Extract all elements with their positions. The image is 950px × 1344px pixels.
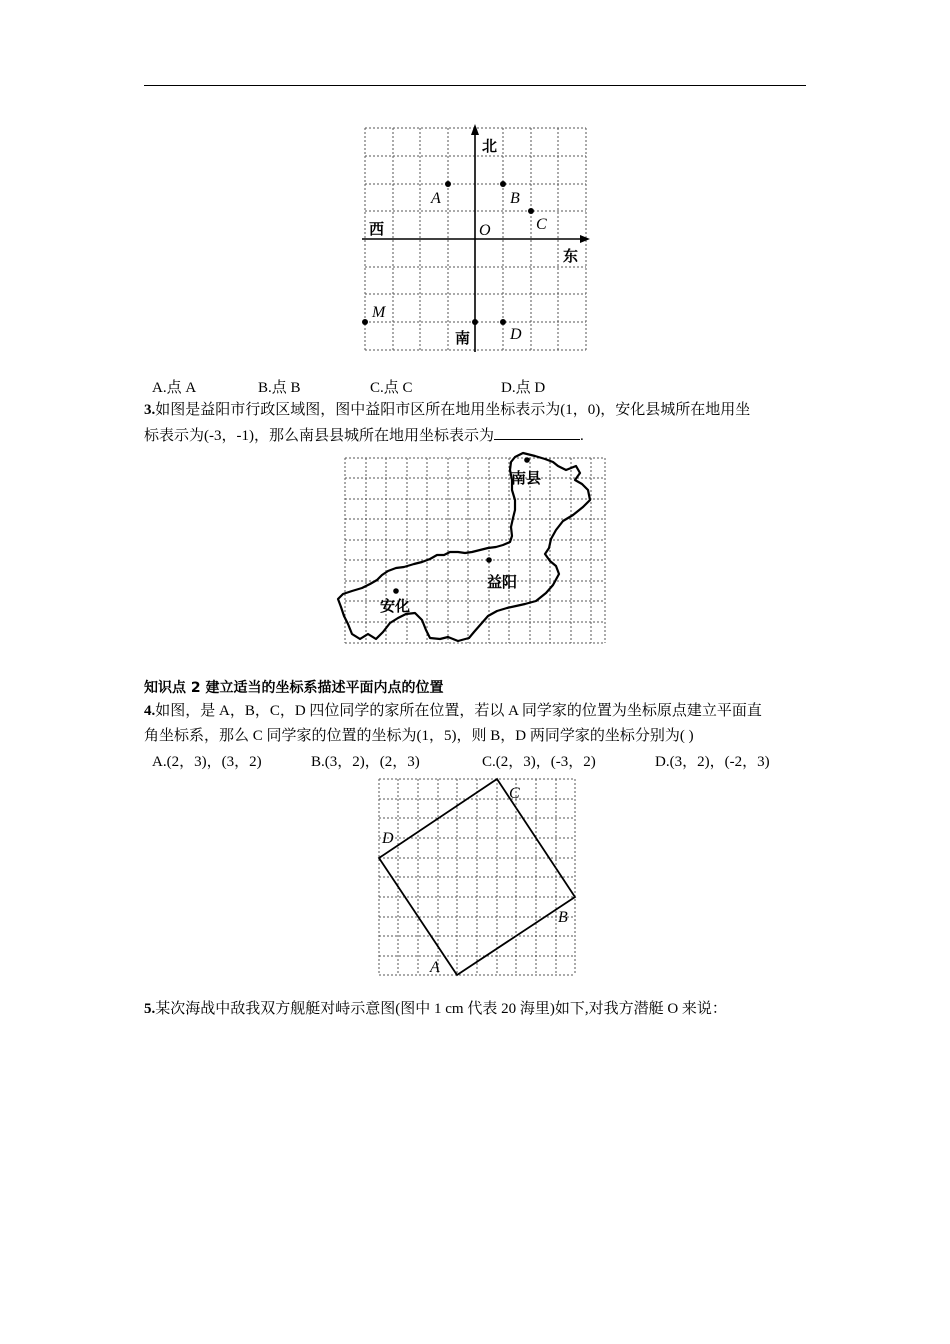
q3-answer-blank[interactable] bbox=[494, 425, 580, 440]
label-a: A bbox=[431, 190, 441, 207]
q2-option-d[interactable]: D.点 D bbox=[501, 380, 546, 396]
q5-number: 5. bbox=[144, 1001, 156, 1017]
label-a: A bbox=[430, 959, 440, 976]
label-c: C bbox=[536, 216, 547, 233]
point-c-dot bbox=[528, 208, 534, 214]
header-rule bbox=[144, 85, 806, 86]
label-m: M bbox=[372, 304, 386, 321]
q4-text-line1: 如图，是 A，B，C，D 四位同学的家所在位置，若以 A 同学家的位置为坐标原点建立平面直 bbox=[155, 703, 762, 719]
q4-text-line2: 角坐标系，那么 C 同学家的位置的坐标为(1，5)，则 B，D 两同学家的坐标分别为( ) bbox=[144, 728, 694, 744]
label-anhua: 安化 bbox=[380, 597, 411, 615]
label-yiyang: 益阳 bbox=[487, 573, 518, 591]
label-east: 东 bbox=[563, 247, 579, 265]
yiyang-dot bbox=[486, 557, 492, 563]
label-north: 北 bbox=[482, 137, 498, 155]
figure-compass-grid bbox=[355, 120, 600, 360]
q4-option-c[interactable]: C.(2，3)，(-3，2) bbox=[482, 754, 596, 770]
point-a-dot bbox=[445, 181, 451, 187]
section-heading: 知识点 2 建立适当的坐标系描述平面内点的位置 bbox=[144, 680, 444, 696]
q3-text-end: . bbox=[579, 428, 584, 444]
x-axis-arrow bbox=[580, 235, 590, 243]
point-south-dot bbox=[472, 319, 478, 325]
q4-option-b[interactable]: B.(3，2)，(2，3) bbox=[311, 754, 420, 770]
q3-number: 3. bbox=[144, 402, 156, 418]
label-south: 南 bbox=[455, 329, 471, 347]
q3-line2 bbox=[144, 423, 584, 449]
q4-line1 bbox=[144, 698, 762, 724]
figure-yiyang-map bbox=[335, 450, 610, 650]
q3-line1 bbox=[144, 397, 750, 423]
q2-option-b[interactable]: B.点 B bbox=[258, 380, 301, 396]
q5-line bbox=[144, 996, 727, 1022]
point-m-dot bbox=[362, 319, 368, 325]
nanxian-dot bbox=[524, 457, 530, 463]
anhua-dot bbox=[393, 588, 399, 594]
label-d: D bbox=[382, 830, 394, 847]
label-c: C bbox=[509, 785, 520, 802]
q3-text-line2: 标表示为(-3，-1)，那么南县县城所在地用坐标表示为 bbox=[144, 428, 494, 444]
q3-text-line1: 如图是益阳市行政区域图，图中益阳市区所在地用坐标表示为(1，0)，安化县城所在地用坐 bbox=[155, 402, 751, 418]
q2-option-a[interactable]: A.点 A bbox=[152, 380, 197, 396]
label-b: B bbox=[558, 909, 568, 926]
label-b: B bbox=[510, 190, 520, 207]
figure-square-grid bbox=[370, 772, 585, 982]
point-d-dot bbox=[500, 319, 506, 325]
q4-option-d[interactable]: D.(3，2)，(-2，3) bbox=[655, 754, 770, 770]
label-west: 西 bbox=[369, 220, 385, 238]
q4-number: 4. bbox=[144, 703, 156, 719]
q2-option-c[interactable]: C.点 C bbox=[370, 380, 413, 396]
q5-text: 某次海战中敌我双方舰艇对峙示意图(图中 1 cm 代表 20 海里)如下,对我方潜艇 O 来说： bbox=[155, 1001, 727, 1017]
label-nanxian: 南县 bbox=[511, 469, 542, 487]
label-d: D bbox=[510, 326, 522, 343]
label-origin: O bbox=[479, 222, 491, 239]
point-b-dot bbox=[500, 181, 506, 187]
q4-option-a[interactable]: A.(2，3)，(3，2) bbox=[152, 754, 262, 770]
y-axis-arrow bbox=[471, 124, 479, 135]
map-boundary bbox=[338, 453, 590, 641]
